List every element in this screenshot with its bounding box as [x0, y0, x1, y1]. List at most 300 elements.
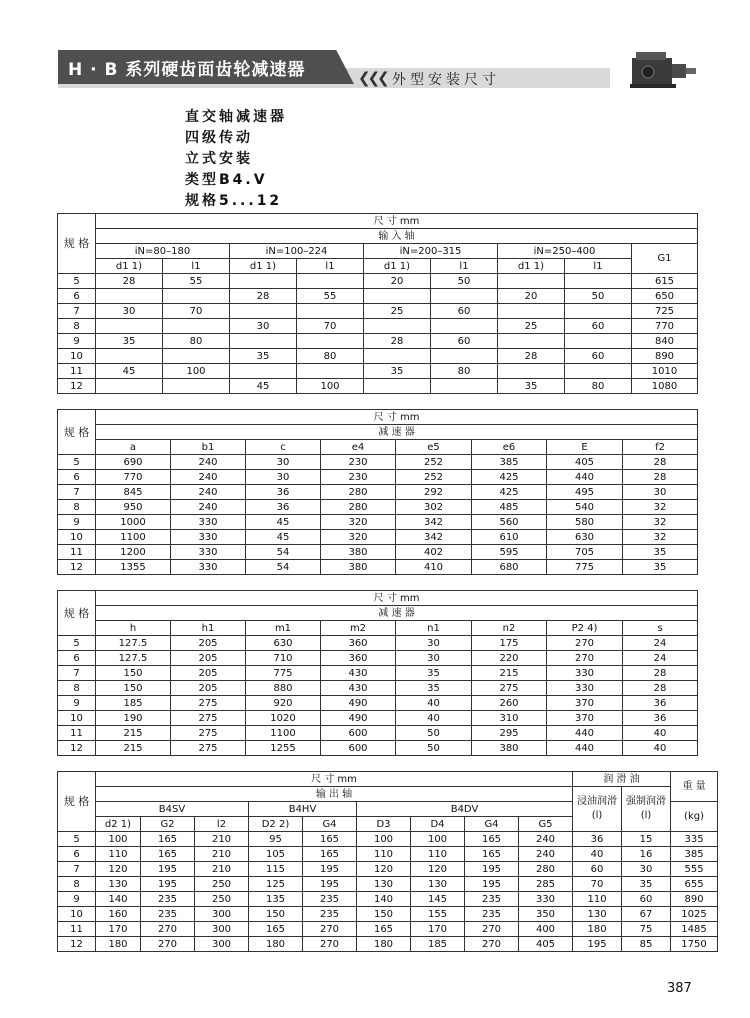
table-cell: 235 — [303, 907, 357, 922]
table-cell: 1020 — [246, 711, 321, 726]
table-cell: 405 — [519, 937, 573, 952]
table-cell: 35 — [623, 560, 698, 575]
spec-line: 立式安装 — [185, 151, 253, 167]
table-cell: 300 — [195, 937, 249, 952]
table-cell: 320 — [321, 515, 396, 530]
table-cell: 28 — [623, 455, 698, 470]
table-cell: 160 — [96, 907, 141, 922]
table-cell — [163, 349, 230, 364]
spec-line: 规格5...12 — [185, 193, 283, 209]
table-cell: 230 — [321, 455, 396, 470]
table-row — [58, 937, 718, 952]
column-header: d2 1) — [96, 817, 141, 832]
table-row — [58, 711, 698, 726]
table-cell: 24 — [623, 636, 698, 651]
table-cell: 50 — [565, 289, 632, 304]
oil-bath-header — [573, 787, 622, 832]
table-cell: 380 — [321, 560, 396, 575]
table-cell: 85 — [622, 937, 671, 952]
table-cell: 40 — [396, 696, 472, 711]
table-cell: 100 — [297, 379, 364, 394]
table-cell: 555 — [671, 862, 718, 877]
table-cell: 165 — [141, 847, 195, 862]
table-cell: 195 — [465, 877, 519, 892]
table-cell — [163, 319, 230, 334]
table-cell: 285 — [519, 877, 573, 892]
table-cell: 80 — [431, 364, 498, 379]
size-header: 规 格 — [58, 772, 96, 832]
table-cell: 195 — [465, 862, 519, 877]
table-row — [58, 364, 698, 379]
table-cell: 250 — [195, 877, 249, 892]
table-cell: 20 — [364, 274, 431, 289]
table-cell: 36 — [623, 696, 698, 711]
table-cell: 32 — [623, 530, 698, 545]
table-cell: 425 — [472, 485, 547, 500]
ratio-header: iN=80–180 — [96, 244, 230, 259]
table-cell: 320 — [321, 530, 396, 545]
table-cell — [565, 274, 632, 289]
column-header: d1 1) — [498, 259, 565, 274]
size-cell: 11 — [58, 726, 96, 741]
column-header: G1 — [632, 244, 698, 274]
table-cell: 270 — [141, 937, 195, 952]
table-cell: 100 — [163, 364, 230, 379]
chevron-left-icon: ❮❮❮ — [358, 69, 387, 87]
table-cell: 32 — [623, 500, 698, 515]
table-cell: 140 — [96, 892, 141, 907]
table-cell: 45 — [246, 515, 321, 530]
size-header: 规 格 — [58, 410, 96, 455]
column-header: l1 — [565, 259, 632, 274]
size-cell: 11 — [58, 545, 96, 560]
size-cell: 7 — [58, 862, 96, 877]
table-cell — [163, 289, 230, 304]
table-cell: 195 — [573, 937, 622, 952]
table-cell: 180 — [573, 922, 622, 937]
table-cell: 425 — [472, 470, 547, 485]
ratio-header: iN=250–400 — [498, 244, 632, 259]
table-cell: 580 — [547, 515, 623, 530]
table-cell: 165 — [357, 922, 411, 937]
table-cell: 36 — [623, 711, 698, 726]
table-cell: 705 — [547, 545, 623, 560]
table-cell: 165 — [465, 847, 519, 862]
dimension-title: 尺 寸 mm — [96, 214, 698, 229]
table-cell: 30 — [396, 651, 472, 666]
table-cell: 30 — [622, 862, 671, 877]
table-cell — [565, 304, 632, 319]
column-header: G2 — [141, 817, 195, 832]
dimension-title: 尺 寸 mm — [96, 410, 698, 425]
table-cell: 370 — [547, 696, 623, 711]
table-cell: 560 — [472, 515, 547, 530]
table-cell: 35 — [230, 349, 297, 364]
size-cell: 10 — [58, 530, 96, 545]
table-cell: 610 — [472, 530, 547, 545]
column-header: n2 — [472, 621, 547, 636]
table-cell — [431, 349, 498, 364]
table-row — [58, 334, 698, 349]
table-cell: 205 — [171, 636, 246, 651]
table-cell: 150 — [249, 907, 303, 922]
table-cell: 180 — [96, 937, 141, 952]
table-cell: 215 — [472, 666, 547, 681]
column-header: m2 — [321, 621, 396, 636]
table-cell: 100 — [411, 832, 465, 847]
table-row — [58, 862, 718, 877]
table-cell: 130 — [357, 877, 411, 892]
size-cell: 6 — [58, 651, 96, 666]
table-cell: 175 — [472, 636, 547, 651]
table-cell: 50 — [396, 726, 472, 741]
table-cell: 950 — [96, 500, 171, 515]
table-cell: 235 — [141, 907, 195, 922]
table-row — [58, 681, 698, 696]
table-cell: 615 — [632, 274, 698, 289]
spec-lines — [185, 107, 287, 212]
gear-reducer-icon — [628, 50, 698, 90]
forced-lube-label: 强制润滑 — [626, 796, 667, 807]
group-header: 减 速 器 — [96, 425, 698, 440]
table-cell: 270 — [141, 922, 195, 937]
input-shaft-table — [57, 213, 698, 394]
column-header: e4 — [321, 440, 396, 455]
column-header: l1 — [163, 259, 230, 274]
column-header: f2 — [623, 440, 698, 455]
table-cell: 30 — [246, 470, 321, 485]
table-cell — [364, 379, 431, 394]
column-header: a — [96, 440, 171, 455]
column-header: b1 — [171, 440, 246, 455]
table-cell: 28 — [623, 681, 698, 696]
dimension-title: 尺 寸 mm — [96, 772, 573, 787]
variant-header: B4SV — [96, 802, 249, 817]
size-cell: 5 — [58, 636, 96, 651]
table-cell — [498, 364, 565, 379]
table-cell: 292 — [396, 485, 472, 500]
table-cell: 1100 — [96, 530, 171, 545]
table-cell: 385 — [472, 455, 547, 470]
table-cell: 385 — [671, 847, 718, 862]
table-cell: 240 — [171, 485, 246, 500]
table-cell: 165 — [465, 832, 519, 847]
table-cell — [96, 379, 163, 394]
table-cell: 280 — [321, 500, 396, 515]
table-cell: 920 — [246, 696, 321, 711]
reducer-dimensions-table — [57, 409, 698, 575]
size-header: 规 格 — [58, 591, 96, 636]
column-header: l2 — [195, 817, 249, 832]
table-cell: 28 — [623, 666, 698, 681]
table-row — [58, 651, 698, 666]
size-cell: 10 — [58, 349, 96, 364]
table-cell: 1255 — [246, 741, 321, 756]
size-cell: 5 — [58, 455, 96, 470]
table-cell: 680 — [472, 560, 547, 575]
table-cell: 630 — [547, 530, 623, 545]
table-cell: 50 — [396, 741, 472, 756]
table-cell: 125 — [249, 877, 303, 892]
table-cell: 360 — [321, 651, 396, 666]
size-cell: 10 — [58, 907, 96, 922]
table-cell: 710 — [246, 651, 321, 666]
table-cell: 55 — [163, 274, 230, 289]
spec-line: 直交轴减速器 — [185, 109, 287, 125]
table-cell: 205 — [171, 681, 246, 696]
table-cell: 95 — [249, 832, 303, 847]
table-cell: 240 — [171, 455, 246, 470]
table-cell — [498, 274, 565, 289]
table-cell: 280 — [519, 862, 573, 877]
table-cell: 275 — [472, 681, 547, 696]
forced-lube-header — [622, 787, 671, 832]
table-cell: 36 — [246, 500, 321, 515]
table-row — [58, 726, 698, 741]
table-cell: 300 — [195, 922, 249, 937]
table-cell: 330 — [519, 892, 573, 907]
column-header: E — [547, 440, 623, 455]
table-cell: 440 — [547, 470, 623, 485]
table-cell: 275 — [171, 696, 246, 711]
table-cell: 1080 — [632, 379, 698, 394]
table-cell: 210 — [195, 832, 249, 847]
variant-header: B4DV — [357, 802, 573, 817]
table-cell: 40 — [573, 847, 622, 862]
table-cell: 210 — [195, 862, 249, 877]
table-cell: 220 — [472, 651, 547, 666]
column-header: G5 — [519, 817, 573, 832]
table-cell: 235 — [141, 892, 195, 907]
table-cell: 350 — [519, 907, 573, 922]
table-cell: 50 — [431, 274, 498, 289]
table-cell: 1010 — [632, 364, 698, 379]
table-cell: 890 — [632, 349, 698, 364]
page-number: 387 — [667, 981, 692, 996]
table-cell: 185 — [96, 696, 171, 711]
table-cell: 370 — [547, 711, 623, 726]
table-cell — [431, 319, 498, 334]
table-cell: 54 — [246, 560, 321, 575]
table-cell: 36 — [573, 832, 622, 847]
column-header: l1 — [431, 259, 498, 274]
table-cell: 880 — [246, 681, 321, 696]
column-header: h1 — [171, 621, 246, 636]
table-cell: 1200 — [96, 545, 171, 560]
table-row — [58, 455, 698, 470]
table-cell: 120 — [96, 862, 141, 877]
table-cell: 495 — [547, 485, 623, 500]
table-cell: 235 — [465, 892, 519, 907]
table-cell: 60 — [431, 334, 498, 349]
table-row — [58, 545, 698, 560]
table-cell: 195 — [141, 877, 195, 892]
table-cell: 252 — [396, 455, 472, 470]
table-cell: 690 — [96, 455, 171, 470]
table-row — [58, 530, 698, 545]
table-row — [58, 379, 698, 394]
table-row — [58, 319, 698, 334]
output-shaft-table — [57, 771, 718, 952]
table-cell: 240 — [171, 500, 246, 515]
table-cell: 770 — [96, 470, 171, 485]
table-cell: 165 — [249, 922, 303, 937]
table-cell: 770 — [632, 319, 698, 334]
table-cell: 270 — [547, 636, 623, 651]
weight-unit: (kg) — [671, 802, 718, 832]
weight-header — [671, 772, 718, 802]
lube-header: 润 滑 油 — [573, 772, 671, 787]
size-cell: 12 — [58, 937, 96, 952]
table-cell: 28 — [96, 274, 163, 289]
table-cell: 655 — [671, 877, 718, 892]
table-cell: 430 — [321, 666, 396, 681]
table-cell: 130 — [411, 877, 465, 892]
table-cell — [297, 274, 364, 289]
table-cell: 1025 — [671, 907, 718, 922]
size-cell: 5 — [58, 832, 96, 847]
table-cell: 110 — [357, 847, 411, 862]
table-cell: 127.5 — [96, 636, 171, 651]
table-cell: 60 — [565, 319, 632, 334]
size-cell: 8 — [58, 319, 96, 334]
table-row — [58, 289, 698, 304]
table-cell: 110 — [573, 892, 622, 907]
table-cell: 36 — [246, 485, 321, 500]
table-cell: 430 — [321, 681, 396, 696]
table-cell: 28 — [230, 289, 297, 304]
table-cell: 20 — [498, 289, 565, 304]
table-row — [58, 877, 718, 892]
table-cell: 120 — [357, 862, 411, 877]
table-cell: 35 — [498, 379, 565, 394]
size-cell: 12 — [58, 560, 96, 575]
table-cell: 25 — [364, 304, 431, 319]
column-header: P2 4) — [547, 621, 623, 636]
table-row — [58, 515, 698, 530]
table-cell: 440 — [547, 726, 623, 741]
table-cell: 130 — [573, 907, 622, 922]
table-cell: 75 — [622, 922, 671, 937]
table-cell: 16 — [622, 847, 671, 862]
table-cell: 490 — [321, 711, 396, 726]
table-cell: 80 — [565, 379, 632, 394]
table-cell: 380 — [472, 741, 547, 756]
table-cell: 45 — [246, 530, 321, 545]
table-cell: 440 — [547, 741, 623, 756]
table-cell: 25 — [498, 319, 565, 334]
table-cell: 115 — [249, 862, 303, 877]
table-cell: 60 — [573, 862, 622, 877]
table-body — [58, 636, 698, 756]
table-cell: 1750 — [671, 937, 718, 952]
table-cell — [498, 334, 565, 349]
table-cell: 170 — [96, 922, 141, 937]
table-row — [58, 892, 718, 907]
table-cell: 275 — [171, 726, 246, 741]
table-cell: 195 — [141, 862, 195, 877]
table-cell: 35 — [96, 334, 163, 349]
table-cell: 775 — [246, 666, 321, 681]
column-header: m1 — [246, 621, 321, 636]
table-cell: 600 — [321, 741, 396, 756]
size-cell: 11 — [58, 364, 96, 379]
table-cell: 180 — [357, 937, 411, 952]
table-cell: 28 — [498, 349, 565, 364]
table-cell: 595 — [472, 545, 547, 560]
table-cell: 24 — [623, 651, 698, 666]
table-cell: 600 — [321, 726, 396, 741]
table-cell: 330 — [171, 530, 246, 545]
table-cell: 150 — [357, 907, 411, 922]
table-cell — [364, 289, 431, 304]
weight-title: 重 量 — [682, 780, 706, 792]
table-row — [58, 636, 698, 651]
table-cell: 775 — [547, 560, 623, 575]
table-cell — [230, 334, 297, 349]
table-cell: 165 — [303, 847, 357, 862]
spec-line: 类型B4.V — [185, 172, 268, 188]
size-cell: 9 — [58, 892, 96, 907]
table-cell — [163, 379, 230, 394]
table-cell: 155 — [411, 907, 465, 922]
size-cell: 6 — [58, 847, 96, 862]
table-body — [58, 274, 698, 394]
table-cell: 54 — [246, 545, 321, 560]
forced-lube-unit: (l) — [640, 810, 652, 821]
table-cell: 335 — [671, 832, 718, 847]
table-cell: 342 — [396, 515, 472, 530]
size-cell: 6 — [58, 470, 96, 485]
column-header: G4 — [465, 817, 519, 832]
size-cell: 10 — [58, 711, 96, 726]
table-cell — [565, 334, 632, 349]
table-cell: 235 — [303, 892, 357, 907]
table-row — [58, 922, 718, 937]
table-cell: 110 — [96, 847, 141, 862]
table-cell: 105 — [249, 847, 303, 862]
table-cell: 330 — [171, 560, 246, 575]
table-cell: 300 — [195, 907, 249, 922]
table-cell: 28 — [364, 334, 431, 349]
table-row — [58, 907, 718, 922]
table-cell: 30 — [96, 304, 163, 319]
ratio-header: iN=100–224 — [230, 244, 364, 259]
table-row — [58, 304, 698, 319]
table-cell: 400 — [519, 922, 573, 937]
table-cell: 40 — [396, 711, 472, 726]
table-row — [58, 741, 698, 756]
table-cell — [230, 304, 297, 319]
table-row — [58, 832, 718, 847]
table-cell: 490 — [321, 696, 396, 711]
table-row — [58, 666, 698, 681]
table-cell: 190 — [96, 711, 171, 726]
table-cell: 150 — [96, 666, 171, 681]
size-cell: 9 — [58, 334, 96, 349]
size-cell: 12 — [58, 741, 96, 756]
spec-line: 四级传动 — [185, 130, 253, 146]
table-cell: 70 — [297, 319, 364, 334]
table-row — [58, 696, 698, 711]
table-cell: 380 — [321, 545, 396, 560]
table-body — [58, 832, 718, 952]
table-cell: 230 — [321, 470, 396, 485]
table-cell: 275 — [171, 741, 246, 756]
table-cell: 240 — [519, 832, 573, 847]
table-cell: 180 — [249, 937, 303, 952]
table-cell: 30 — [230, 319, 297, 334]
